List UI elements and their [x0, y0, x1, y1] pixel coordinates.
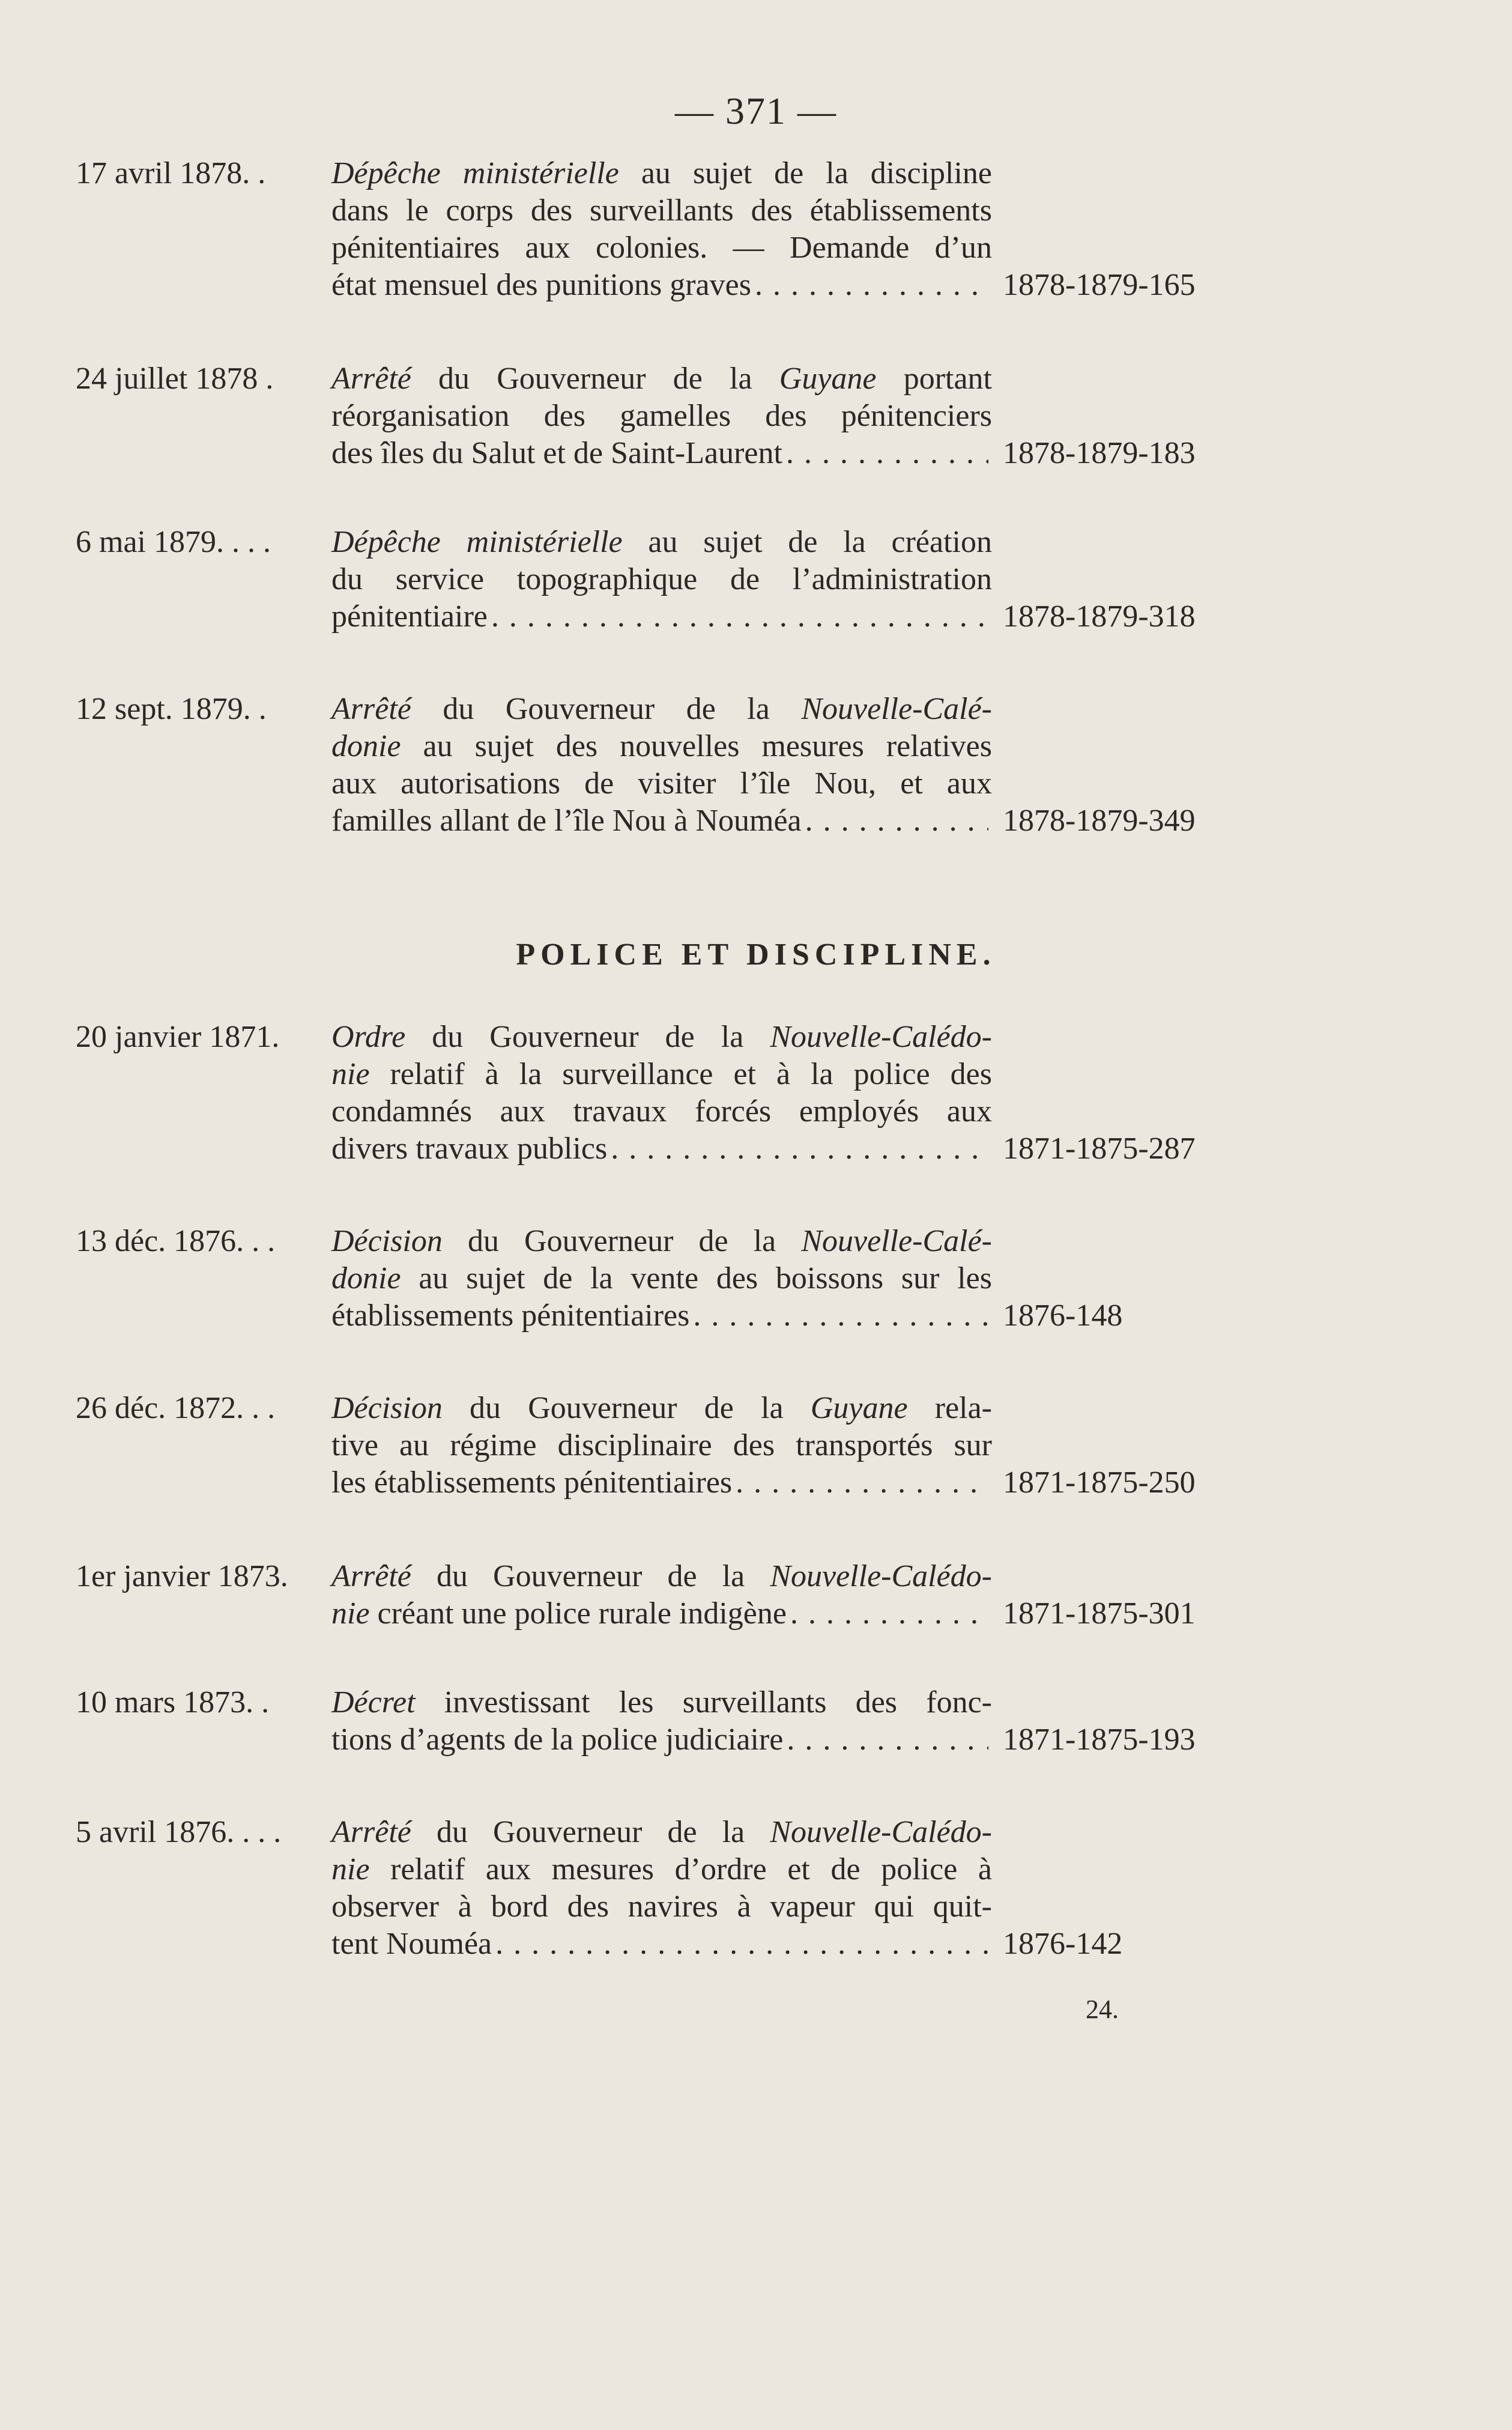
entry-line — [331, 1464, 992, 1501]
emphasized-text: Dépêche ministérielle — [331, 156, 619, 190]
entry-line-content — [331, 1020, 992, 1054]
plain-text: du Gouverneur de la — [442, 1224, 802, 1258]
emphasized-text: Arrêté — [331, 1559, 411, 1593]
entry-line — [331, 398, 992, 435]
entry-line — [331, 267, 992, 304]
entry-line-content — [331, 193, 992, 228]
plain-text: divers travaux publics — [331, 1132, 608, 1166]
emphasized-text: Arrêté — [331, 362, 411, 396]
plain-text: observer à bord des navires à vapeur qui quit- — [331, 1889, 992, 1924]
emphasized-text: Guyane — [779, 362, 877, 396]
entry-line-content — [331, 1889, 992, 1924]
entry-line-content — [331, 156, 992, 190]
entry-line — [331, 435, 992, 472]
section-heading: POLICE ET DISCIPLINE. — [516, 938, 996, 972]
emphasized-text: Guyane — [810, 1391, 908, 1425]
emphasized-text: Arrêté — [331, 1815, 411, 1849]
entry-date: 1er janvier 1873. — [76, 1559, 288, 1593]
plain-text: les établissements pénitentiaires — [331, 1465, 733, 1500]
emphasized-text: nie — [331, 1596, 370, 1631]
dot-leader — [693, 1297, 988, 1335]
emphasized-text: nie — [331, 1852, 370, 1886]
entry-line-content — [331, 1297, 689, 1335]
entry-line — [331, 1130, 992, 1168]
plain-text: au sujet de la vente des boissons sur les — [401, 1261, 992, 1295]
entry-line — [331, 1056, 992, 1093]
entry-reference: 1871-1875-301 — [1003, 1596, 1196, 1631]
entry-text — [331, 360, 992, 472]
emphasized-text: Décret — [331, 1685, 416, 1719]
entry-text — [331, 1390, 992, 1501]
entry-line — [331, 765, 992, 802]
plain-text: familles allant de l’île Nou à Nouméa — [331, 804, 802, 838]
dot-leader — [736, 1464, 988, 1501]
emphasized-text: Nouvelle-Calédo- — [770, 1815, 992, 1849]
plain-text: du Gouverneur de la — [411, 692, 802, 726]
entry-line-content — [331, 1721, 783, 1759]
entry-line-content — [331, 1815, 992, 1849]
entry-text — [331, 1684, 992, 1759]
plain-text: portant — [876, 362, 993, 396]
entry-line — [331, 1926, 992, 1963]
entry-line — [331, 1684, 992, 1721]
entry-line — [331, 1297, 992, 1335]
entry-text — [331, 1019, 992, 1168]
entry-line-content — [331, 1224, 992, 1258]
plain-text: réorganisation des gamelles des pénitenciers — [331, 399, 992, 433]
plain-text: des îles du Salut et de Saint-Laurent — [331, 436, 782, 470]
entry-line — [331, 1390, 992, 1427]
entry-line-content — [331, 1094, 992, 1129]
plain-text: du Gouverneur de la — [411, 1559, 770, 1593]
entry-line — [331, 524, 992, 561]
dot-leader — [786, 435, 988, 472]
plain-text: au sujet de la discipline — [618, 156, 992, 190]
entry-line-content — [331, 1595, 787, 1632]
entry-reference: 1878-1879-165 — [1003, 268, 1196, 302]
entry-line — [331, 1721, 992, 1759]
entry-reference: 1871-1875-250 — [1003, 1465, 1196, 1500]
plain-text: créant une police rurale indigène — [369, 1596, 787, 1631]
entry-date: 20 janvier 1871. — [76, 1020, 280, 1054]
emphasized-text: donie — [331, 729, 401, 763]
plain-text: établissements pénitentiaires — [331, 1298, 690, 1333]
entry-line — [331, 1851, 992, 1888]
emphasized-text: donie — [331, 1261, 401, 1295]
entry-text — [331, 1558, 992, 1632]
dot-leader — [611, 1130, 988, 1168]
entry-text — [331, 691, 992, 840]
entry-line-content — [331, 1391, 992, 1425]
emphasized-text: Ordre — [331, 1020, 406, 1054]
plain-text: état mensuel des punitions graves — [331, 268, 751, 302]
plain-text: investissant les surveillants des fonc- — [415, 1685, 992, 1719]
entry-reference: 1878-1879-349 — [1003, 804, 1196, 838]
dot-leader — [787, 1721, 988, 1759]
emphasized-text: Nouvelle-Calédo- — [770, 1020, 992, 1054]
entry-line-content — [331, 562, 992, 596]
emphasized-text: Nouvelle-Calédo- — [770, 1559, 992, 1593]
entry-line — [331, 1093, 992, 1130]
entry-line-content — [331, 598, 488, 635]
entry-line — [331, 229, 992, 267]
entry-date: 12 sept. 1879. . — [76, 692, 267, 726]
plain-text: condamnés aux travaux forcés employés aux — [331, 1094, 992, 1129]
emphasized-text: Nouvelle-Calé- — [801, 692, 992, 726]
entry-line — [331, 1888, 992, 1926]
entry-line-content — [331, 766, 992, 801]
plain-text: du Gouverneur de la — [442, 1391, 811, 1425]
plain-text: pénitentiaires aux colonies. — Demande d’un — [331, 231, 992, 265]
entry-line — [331, 691, 992, 728]
entry-line — [331, 360, 992, 398]
plain-text: au sujet de la création — [622, 525, 992, 559]
plain-text: dans le corps des surveillants des établissements — [331, 193, 992, 228]
entry-reference: 1876-148 — [1003, 1298, 1123, 1333]
entry-line — [331, 1558, 992, 1595]
entry-line-content — [331, 1559, 992, 1593]
emphasized-text: Arrêté — [331, 692, 411, 726]
entry-line-content — [331, 1464, 732, 1501]
entry-date: 6 mai 1879. . . . — [76, 525, 271, 559]
entry-line — [331, 1223, 992, 1260]
emphasized-text: Décision — [331, 1224, 443, 1258]
entry-date: 24 juillet 1878 . — [76, 362, 274, 396]
emphasized-text: Dépêche ministérielle — [331, 525, 623, 559]
plain-text: aux autorisations de visiter l’île Nou, et aux — [331, 766, 992, 801]
entry-line — [331, 561, 992, 598]
plain-text: pénitentiaire — [331, 599, 488, 634]
page-number: — 371 — — [675, 89, 837, 132]
entry-line — [331, 728, 992, 765]
signature-mark: 24. — [1086, 1995, 1119, 2024]
entry-line-content — [331, 362, 992, 396]
plain-text: tions d’agents de la police judiciaire — [331, 1723, 784, 1757]
entry-date: 26 déc. 1872. . . — [76, 1391, 276, 1425]
entry-line — [331, 1260, 992, 1297]
entry-line — [331, 1595, 992, 1632]
entry-line — [331, 155, 992, 192]
emphasized-text: Décision — [331, 1391, 443, 1425]
entry-date: 13 déc. 1876. . . — [76, 1224, 276, 1258]
entry-text — [331, 1814, 992, 1963]
entry-text — [331, 155, 992, 304]
entry-line — [331, 1427, 992, 1464]
plain-text: relatif aux mesures d’ordre et de police à — [369, 1852, 992, 1886]
entry-line — [331, 802, 992, 840]
entry-line-content — [331, 267, 751, 304]
plain-text: rela- — [907, 1391, 992, 1425]
plain-text: tent Nouméa — [331, 1927, 492, 1961]
entry-reference: 1878-1879-183 — [1003, 436, 1196, 470]
dot-leader — [491, 598, 988, 635]
entry-line — [331, 1019, 992, 1056]
entry-line-content — [331, 1057, 992, 1091]
entry-line-content — [331, 1926, 492, 1963]
entry-line-content — [331, 692, 992, 726]
entry-line-content — [331, 1261, 992, 1295]
plain-text: du Gouverneur de la — [411, 362, 779, 396]
plain-text: du Gouverneur de la — [405, 1020, 770, 1054]
entry-line-content — [331, 231, 992, 265]
entry-reference: 1871-1875-287 — [1003, 1132, 1196, 1166]
dot-leader — [790, 1595, 988, 1632]
emphasized-text: nie — [331, 1057, 370, 1091]
plain-text: au sujet des nouvelles mesures relatives — [401, 729, 992, 763]
entry-date: 10 mars 1873. . — [76, 1685, 270, 1719]
entry-line-content — [331, 399, 992, 433]
plain-text: tive au régime disciplinaire des transportés sur — [331, 1428, 992, 1462]
dot-leader — [755, 267, 988, 304]
entry-line-content — [331, 435, 782, 472]
entry-line-content — [331, 729, 992, 763]
entry-date: 5 avril 1876. . . . — [76, 1815, 282, 1849]
emphasized-text: Nouvelle-Calé- — [801, 1224, 992, 1258]
entry-reference: 1871-1875-193 — [1003, 1723, 1196, 1757]
entry-line-content — [331, 1685, 992, 1719]
entry-line-content — [331, 802, 802, 840]
dot-leader — [805, 802, 988, 840]
dot-leader — [495, 1926, 988, 1963]
entry-line — [331, 1814, 992, 1851]
entry-reference: 1876-142 — [1003, 1927, 1123, 1961]
plain-text: du service topographique de l’administration — [331, 562, 992, 596]
plain-text: relatif à la surveillance et à la police des — [369, 1057, 992, 1091]
entry-line — [331, 192, 992, 229]
entry-text — [331, 524, 992, 635]
entry-line-content — [331, 1428, 992, 1462]
entry-line-content — [331, 525, 992, 559]
entry-line-content — [331, 1852, 992, 1886]
entry-text — [331, 1223, 992, 1335]
plain-text: du Gouverneur de la — [411, 1815, 770, 1849]
entry-line-content — [331, 1130, 607, 1168]
entry-reference: 1878-1879-318 — [1003, 599, 1196, 634]
entry-line — [331, 598, 992, 635]
entry-date: 17 avril 1878. . — [76, 156, 266, 190]
